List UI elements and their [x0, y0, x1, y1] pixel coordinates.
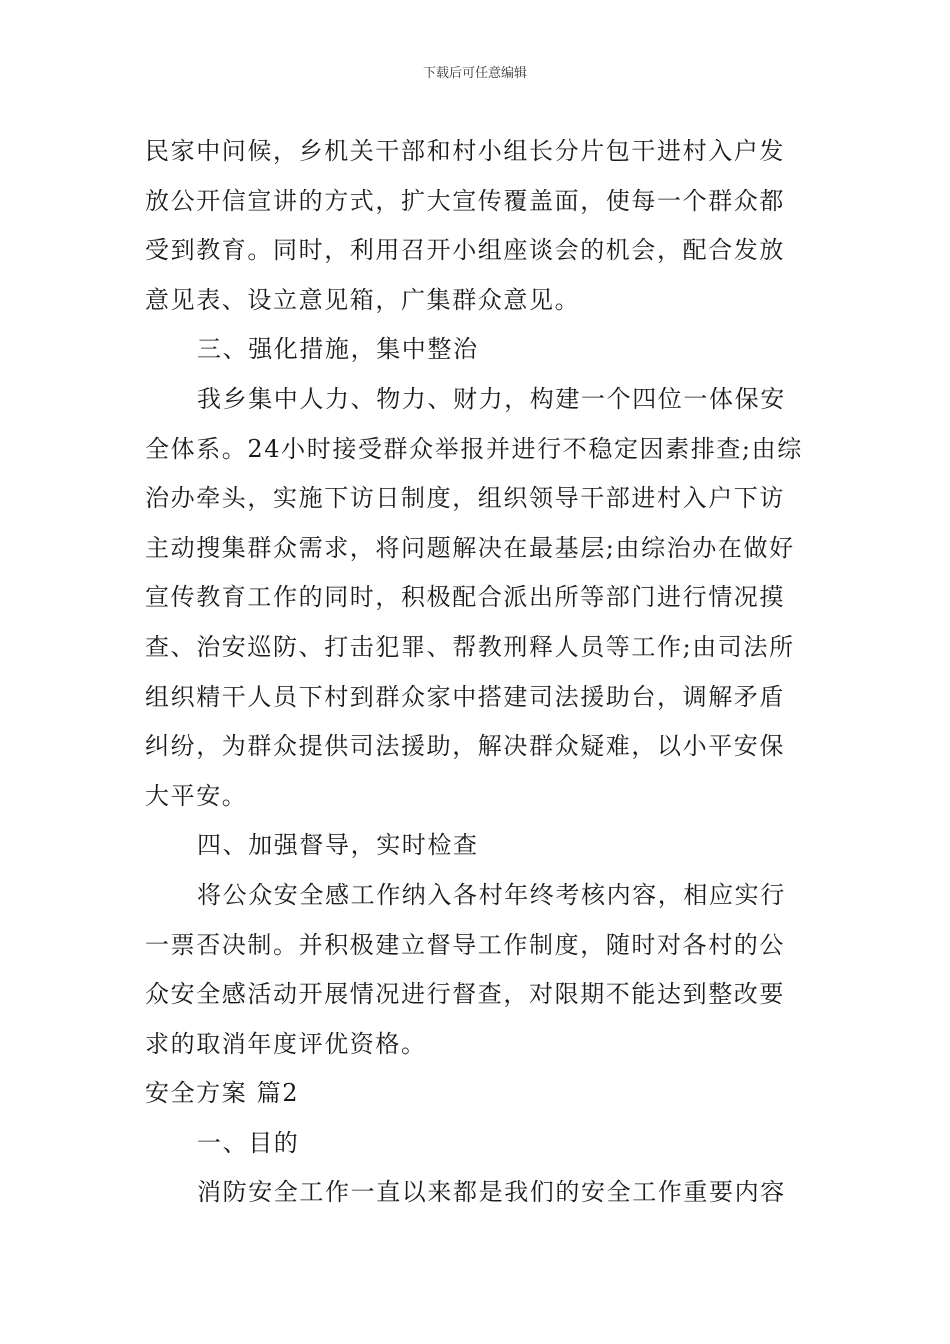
section-heading-1: 一、目的 [197, 1128, 300, 1157]
paragraph-supervision: 将公众安全感工作纳入各村年终考核内容，相应实行一票否决制。并积极建立督导工作制度，随时对各村的公众安全感活动开展情况进行督查，对限期不能达到整改要求的取消年度评优资格。 [145, 880, 786, 1058]
paragraph-purpose: 消防安全工作一直以来都是我们的安全工作重要内容 [197, 1178, 786, 1207]
section-heading-3: 三、强化措施，集中整治 [197, 335, 479, 364]
paragraph-measures: 我乡集中人力、物力、财力，构建一个四位一体保安全体系。24小时接受群众举报并进行不稳定因素排查;由综治办牵头，实施下访日制度，组织领导干部进村入户下访主动搜集群众需求，将问题解决在最基层;由综治办在做好宣传教育工作的同时，积极配合派出所等部门进行情况摸查、治安巡防、打击犯罪、帮教刑释人员等工作;由司法所组织精干人员下村到群众家中搭建司法援助台，调解矛盾纠纷，为群众提供司法援助，解决群众疑难，以小平安保大平安。 [145, 384, 803, 810]
document-body [145, 127, 810, 1218]
document-title-part-2: 安全方案 篇2 [145, 1079, 300, 1108]
section-heading-4: 四、加强督导，实时检查 [197, 831, 479, 860]
paragraph-continuation: 民家中问候，乡机关干部和村小组长分片包干进村入户发放公开信宣讲的方式，扩大宣传覆盖面，使每一个群众都受到教育。同时，利用召开小组座谈会的机会，配合发放意见表、设立意见箱，广集群众意见。 [145, 137, 785, 314]
page-header-note: 下载后可任意编辑 [422, 66, 527, 81]
